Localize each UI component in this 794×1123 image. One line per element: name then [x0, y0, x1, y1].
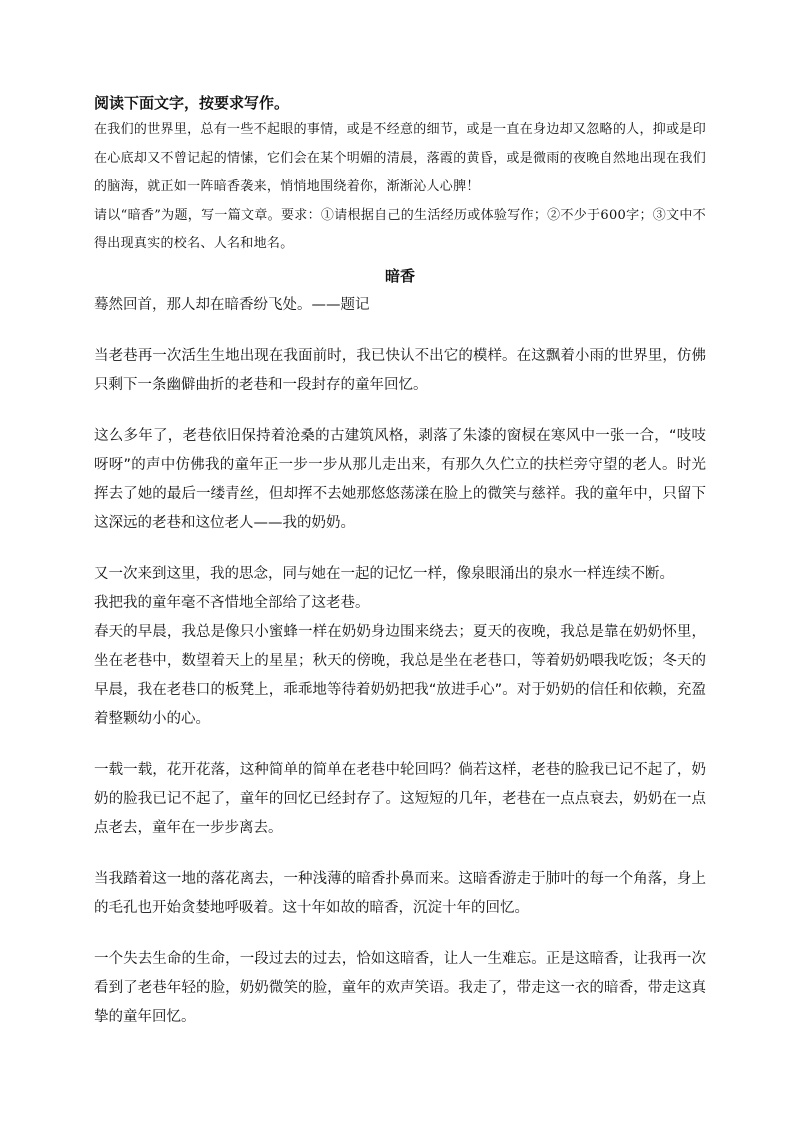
- document-page: [94, 92, 706, 1032]
- essay-body: [94, 291, 706, 1032]
- essay-title: 暗香: [384, 266, 415, 285]
- essay-paragraph: 我把我的童年毫不吝惜地全部给了这老巷。: [94, 594, 370, 611]
- essay-epigraph: 蓦然回首，那人却在暗香纷飞处。——题记: [94, 296, 370, 313]
- essay-paragraph: 这么多年了，老巷依旧保持着沧桑的古建筑风格，剥落了朱漆的窗棂在寒风中一张一合，“吱吱呀呀”的声中仿佛我的童年正一步一步从那儿走出来，有那久久伫立的扶栏旁守望的老人。时光挥去了她的最后一缕青丝，但却挥不去她那悠悠荡漾在脸上的微笑与慈祥。我的童年中，只留下这深远的老巷和这位老人——我的奶奶。: [94, 427, 706, 531]
- essay-paragraph: 当我踏着这一地的落花离去，一种浅薄的暗香扑鼻而来。这暗香游走于肺叶的每一个角落，身上的毛孔也开始贪婪地呼吸着。这十年如故的暗香，沉淀十年的回忆。: [94, 870, 706, 916]
- prompt-heading: 阅读下面文字，按要求写作。: [94, 94, 290, 112]
- essay-paragraph: 又一次来到这里，我的思念，同与她在一起的记忆一样，像泉眼涌出的泉水一样连续不断。: [94, 565, 674, 582]
- prompt-requirement: 请以“暗香”为题，写一篇文章。要求：①请根据自己的生活经历或体验写作；②不少于600字；③文中不得出现真实的校名、人名和地名。: [94, 207, 706, 251]
- essay-paragraph: 一个失去生命的生命，一段过去的过去，恰如这暗香，让人一生难忘。正是这暗香，让我再一次看到了老巷年轻的脸，奶奶微笑的脸，童年的欢声笑语。我走了，带走这一衣的暗香，带走这真挚的童年回忆。: [94, 950, 706, 1025]
- essay-paragraph: 一载一载，花开花落，这种简单的简单在老巷中轮回吗？倘若这样，老巷的脸我已记不起了，奶奶的脸我已记不起了，童年的回忆已经封存了。这短短的几年，老巷在一点点衰去，奶奶在一点点老去，童年在一步步离去。: [94, 761, 706, 836]
- prompt-body: [94, 116, 706, 259]
- essay-paragraph: 春天的早晨，我总是像只小蜜蜂一样在奶奶身边围来绕去；夏天的夜晚，我总是靠在奶奶怀里，坐在老巷中，数望着天上的星星；秋天的傍晚，我总是坐在老巷口，等着奶奶喂我吃饭；冬天的早晨，我在老巷口的板凳上，乖乖地等待着奶奶把我“放进手心”。对于奶奶的信任和依赖，充盈着整颗幼小的心。: [94, 623, 706, 727]
- essay-paragraph: 当老巷再一次活生生地出现在我面前时，我已快认不出它的模样。在这飘着小雨的世界里，仿佛只剩下一条幽僻曲折的老巷和一段封存的童年回忆。: [94, 347, 706, 393]
- prompt-material: 在我们的世界里，总有一些不起眼的事情，或是不经意的细节，或是一直在身边却又忽略的人，抑或是印在心底却又不曾记起的情愫，它们会在某个明媚的清晨，落霞的黄昏，或是微雨的夜晚自然地出现在我们的脑海，就正如一阵暗香袭来，悄悄地围绕着你，渐渐沁人心脾！: [94, 122, 706, 194]
